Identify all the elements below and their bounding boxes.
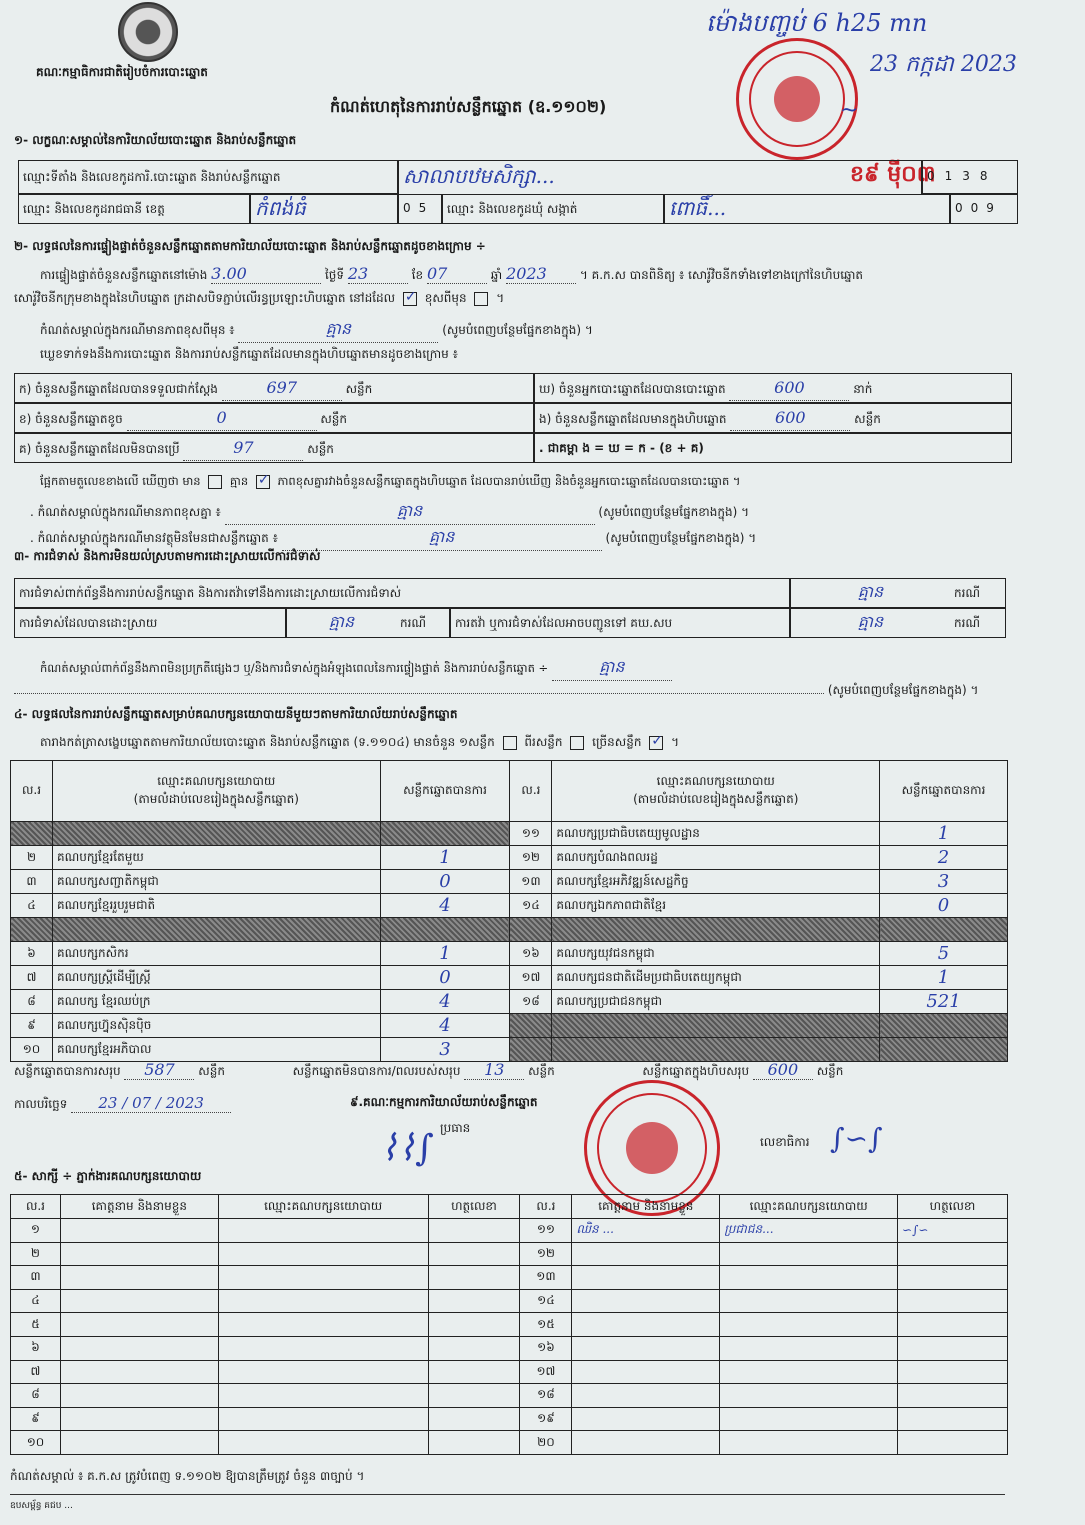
witness-cell: [60, 1384, 218, 1408]
year-value: 2023: [506, 264, 576, 284]
witness-cell: ៥: [11, 1313, 61, 1337]
table-row: [11, 1431, 1008, 1455]
witness-cell: [572, 1360, 720, 1384]
section-3-title: ៣- ការជំទាស់ និងការមិនយល់ស្របតាមការដោះស្រាយលើការជំទាស់: [14, 549, 321, 563]
party-name-cell: [52, 822, 380, 846]
footer-divider: [10, 1494, 1005, 1495]
witness-cell: ១៦: [520, 1336, 572, 1360]
witness-cell: ១៥: [520, 1313, 572, 1337]
time-value: 3.00: [211, 264, 321, 284]
footer-note: កំណត់សម្គាល់ ៖ គ.ក.ស ត្រូវបំពេញ ទ.១១០២ ឱ្យបានត្រឹមត្រូវ ចំនួន ៣ច្បាប់ ។: [10, 1469, 365, 1483]
witness-cell: [428, 1384, 520, 1408]
w-col-sign-left: ហត្ថលេខា: [428, 1195, 520, 1219]
party-no-cell: ៩: [11, 1014, 53, 1038]
w-col-party-left: ឈ្មោះគណបក្សនយោបាយ: [218, 1195, 428, 1219]
chair-label: ប្រធាន: [440, 1121, 471, 1135]
party-name-cell: [52, 918, 380, 942]
date-value: 23 / 07 / 2023: [71, 1094, 231, 1113]
witness-cell: [898, 1360, 1008, 1384]
witness-cell: [720, 1384, 898, 1408]
s2-line-5: ផ្អែកតាមតួលេខខាងលើ ឃើញថា មាន គ្មាន ✓ ភាពខុសគ្នារវាងចំនួនសន្លឹកឆ្នោតក្នុងហិបឆ្នោត ដែលបានរាប់ឃើញ និងចំនួនអ្នកបោះឆ្នោតដែលបានបោះឆ្នោត ។: [40, 474, 740, 491]
party-name-cell: [552, 1038, 880, 1062]
table-row: [11, 822, 1008, 846]
col-votes-right: សន្លឹកឆ្នោតបានការ: [880, 761, 1008, 822]
witness-cell: [60, 1242, 218, 1266]
table-row: [11, 966, 1008, 990]
witness-cell: ១៣: [520, 1266, 572, 1290]
party-no-cell: ១១: [510, 822, 552, 846]
s2-line-6: . កំណត់សម្គាល់ក្នុងករណីមានភាពខុសគ្នា ៖ គ្មាន (សូមបំពេញបន្ថែមផ្នែកខាងក្នុង) ។: [30, 500, 749, 525]
red-code: ខ៩ ម៉ី០៣: [850, 162, 936, 187]
party-votes-cell: 1: [880, 966, 1008, 990]
party-votes-cell: 0: [380, 870, 510, 894]
s2-line-2: សោរ៉ូវិចនីកក្រុមខាងក្នុងនៃហិបឆ្នោត ក្រដាសបិទភ្ជាប់លើរន្ធប្រឡោះហិបឆ្នោត នៅដដែល ✓ ខុសពីមុន ។: [14, 290, 504, 308]
witness-cell: [572, 1407, 720, 1431]
witness-cell: ១៧: [520, 1360, 572, 1384]
witness-cell: [428, 1431, 520, 1455]
col-votes-left: សន្លឹកឆ្នោតបានការ: [380, 761, 510, 822]
witness-cell: ២: [11, 1242, 61, 1266]
table-row: [11, 918, 1008, 942]
party-votes-cell: 4: [380, 894, 510, 918]
table-row: [11, 870, 1008, 894]
party-no-cell: ១៣: [510, 870, 552, 894]
party-no-cell: ៤: [11, 894, 53, 918]
party-votes-cell: 3: [380, 1038, 510, 1062]
org-name: គណៈកម្មាធិការជាតិរៀបចំការបោះឆ្នោត: [36, 65, 208, 79]
table-row: [11, 894, 1008, 918]
party-no-cell: ២: [11, 846, 53, 870]
one-sheet-checkbox[interactable]: [503, 736, 517, 750]
s1-r2-code2: 009: [950, 194, 1018, 224]
party-results-table: [10, 760, 1008, 1062]
witness-cell: ៩: [11, 1407, 61, 1431]
party-votes-cell: 521: [880, 990, 1008, 1014]
many-sheet-checkbox[interactable]: [649, 736, 663, 750]
table-row: [11, 1384, 1008, 1408]
s1-r1-value: សាលាបឋមសិក្សា...: [398, 160, 922, 194]
s3-r2b-value: គ្មាន: [790, 608, 950, 638]
handwritten-note-time: ម៉ោងបញ្ចប់ 6 h25 mn: [706, 9, 928, 37]
s3-r2-label: ការជំទាស់ដែលបានដោះស្រាយ: [14, 608, 286, 638]
witness-cell: ប្រជាជន...: [720, 1219, 898, 1243]
party-no-cell: ៣: [11, 870, 53, 894]
witness-cell: ១៩: [520, 1407, 572, 1431]
party-votes-cell: 1: [380, 942, 510, 966]
witness-cell: [720, 1336, 898, 1360]
witness-cell: [572, 1289, 720, 1313]
witness-cell: [428, 1407, 520, 1431]
party-no-cell: ៦: [11, 942, 53, 966]
party-no-cell: ១៤: [510, 894, 552, 918]
witness-cell: [218, 1360, 428, 1384]
witness-cell: [218, 1219, 428, 1243]
secretary-label: លេខាធិការ: [760, 1135, 810, 1149]
emblem-icon: [118, 2, 178, 62]
party-name-cell: គណបក្ស ខ្មែរឈប់ក្រ: [52, 990, 380, 1014]
party-name-cell: គណបក្សខ្មែររួបរួមជាតិ: [52, 894, 380, 918]
witness-cell: [898, 1384, 1008, 1408]
count-kha: ខ) ចំនួនសន្លឹកឆ្នោតខូច 0 សន្លឹក: [14, 403, 534, 433]
witness-cell: [720, 1242, 898, 1266]
table-row: [11, 1336, 1008, 1360]
party-name-cell: គណបក្សប្រជាជនកម្ពុជា: [552, 990, 880, 1014]
witness-cell: [218, 1407, 428, 1431]
witness-cell: [428, 1219, 520, 1243]
s1-r1-code: 0138: [922, 160, 1018, 194]
witness-cell: [572, 1431, 720, 1455]
party-name-cell: គណបក្សខ្មែរអភិវឌ្ឍន៍សេដ្ឋកិច្ច: [552, 870, 880, 894]
witness-cell: [428, 1336, 520, 1360]
secretary-signature-icon: ∫∽∫: [830, 1122, 883, 1155]
witness-cell: [60, 1431, 218, 1455]
table-row: [11, 1407, 1008, 1431]
witness-cell: [60, 1266, 218, 1290]
witness-table: [10, 1194, 1008, 1455]
witness-cell: [720, 1360, 898, 1384]
s3-r2-case: ករណី: [396, 608, 450, 638]
witness-cell: [60, 1360, 218, 1384]
witness-cell: [60, 1289, 218, 1313]
witness-cell: ៦: [11, 1336, 61, 1360]
w-col-name-left: គោត្តនាម និងនាមខ្លួន: [60, 1195, 218, 1219]
invalid-total: 13: [464, 1060, 524, 1080]
table-row: [11, 846, 1008, 870]
party-name-cell: [552, 918, 880, 942]
table-row: [11, 1313, 1008, 1337]
col-party-right: ឈ្មោះគណបក្សនយោបាយ (តាមលំដាប់លេខរៀងក្នុងសន្លឹកឆ្នោត): [552, 761, 880, 822]
valid-total: 587: [124, 1060, 194, 1080]
formula: . ជាគម្ពា ង = ឃ = ក - (ខ + គ): [534, 433, 1012, 463]
table-row: [11, 1289, 1008, 1313]
w-col-no-left: ល.រ: [11, 1195, 61, 1219]
s3-r1-case: ករណី: [950, 578, 1006, 608]
committee-label: ៩.គណៈកម្មការការិយាល័យរាប់សន្លឹកឆ្នោត: [350, 1095, 538, 1109]
table-row: [11, 1014, 1008, 1038]
party-no-cell: [510, 918, 552, 942]
witness-cell: [60, 1219, 218, 1243]
s1-r2-label: ឈ្មោះ និងលេខកូដរាជធានី ខេត្ត: [18, 194, 250, 224]
date-row: កាលបរិច្ឆេទ 23 / 07 / 2023: [14, 1094, 231, 1114]
party-votes-cell: 1: [380, 846, 510, 870]
table-row: [11, 1266, 1008, 1290]
witness-cell: [898, 1407, 1008, 1431]
witness-cell: [720, 1289, 898, 1313]
witness-cell: ១១: [520, 1219, 572, 1243]
col-no-right: ល.រ: [510, 761, 552, 822]
party-votes-cell: [880, 918, 1008, 942]
s1-r2-label2: ឈ្មោះ និងលេខកូដឃុំ សង្កាត់: [442, 194, 664, 224]
witness-cell: [60, 1336, 218, 1360]
party-name-cell: គណបក្សហ្វ៊ុនស៊ិនប៉ិច: [52, 1014, 380, 1038]
witness-cell: [572, 1266, 720, 1290]
party-votes-cell: 2: [880, 846, 1008, 870]
witness-cell: [720, 1266, 898, 1290]
party-no-cell: ១៧: [510, 966, 552, 990]
s2-line-7: . កំណត់សម្គាល់ក្នុងករណីមានវត្ថុមិនមែនជាសន្លឹកឆ្នោត ៖ គ្មាន (សូមបំពេញបន្ថែមផ្នែកខាងក្នុង) ។: [30, 526, 756, 551]
witness-cell: [428, 1360, 520, 1384]
witness-cell: [428, 1313, 520, 1337]
table-row: [11, 1038, 1008, 1062]
witness-cell: ២០: [520, 1431, 572, 1455]
party-votes-cell: [380, 822, 510, 846]
section-4-title: ៤- លទ្ធផលនៃការរាប់សន្លឹកឆ្នោតសម្រាប់គណបក្សនយោបាយនីមួយៗតាមការិយាល័យរាប់សន្លឹកឆ្នោត: [14, 707, 458, 721]
witness-cell: ១២: [520, 1242, 572, 1266]
s2-line-3: កំណត់សម្គាល់ក្នុងករណីមានភាពខុសពីមុន ៖ គ្មាន (សូមបំពេញបន្ថែមផ្នែកខាងក្នុង) ។: [40, 318, 593, 343]
box-total: 600: [753, 1060, 813, 1080]
witness-cell: [428, 1289, 520, 1313]
two-sheet-checkbox[interactable]: [570, 736, 584, 750]
s3-line-1: កំណត់សម្គាល់ពាក់ព័ន្ធនឹងភាពមិនប្រក្រតីផ្សេងៗ ឬ/និងការជំទាស់ក្នុងអំឡុងពេលនៃការផ្ទៀងផ្ទាត់ និងការរាប់សន្លឹកឆ្នោត ÷ គ្មាន: [40, 656, 672, 681]
party-no-cell: ១៦: [510, 942, 552, 966]
day-value: 23: [348, 264, 408, 284]
s3-r2b-case: ករណី: [950, 608, 1006, 638]
w-col-no-right: ល.រ: [520, 1195, 572, 1219]
footer-bottom: ឧបសម្ព័ន្ធ គជប ...: [10, 1501, 73, 1511]
col-party-left: ឈ្មោះគណបក្សនយោបាយ (តាមលំដាប់លេខរៀងក្នុងសន្លឹកឆ្នោត): [52, 761, 380, 822]
witness-cell: ១៨: [520, 1384, 572, 1408]
party-votes-cell: 5: [880, 942, 1008, 966]
party-name-cell: គណបក្សខ្មែរតែមួយ: [52, 846, 380, 870]
party-no-cell: [11, 918, 53, 942]
party-votes-cell: 4: [380, 1014, 510, 1038]
witness-cell: ៨: [11, 1384, 61, 1408]
witness-cell: [60, 1407, 218, 1431]
party-no-cell: [11, 822, 53, 846]
s3-line-2: (សូមបំពេញបន្ថែមផ្នែកខាងក្នុង) ។: [14, 682, 978, 700]
witness-cell: [572, 1384, 720, 1408]
party-votes-cell: 1: [880, 822, 1008, 846]
witness-cell: [898, 1266, 1008, 1290]
party-no-cell: [510, 1014, 552, 1038]
witness-cell: [218, 1313, 428, 1337]
witness-cell: [720, 1431, 898, 1455]
section-2-title: ២- លទ្ធផលនៃការផ្ទៀងផ្ទាត់ចំនួនសន្លឹកឆ្នោតតាមការិយាល័យបោះឆ្នោត និងរាប់សន្លឹកឆ្នោតដូចខាងក្រោម ÷: [14, 239, 486, 253]
section-1-title: ១- លក្ខណៈសម្គាល់នៃការិយាល័យបោះឆ្នោត និងរាប់សន្លឹកឆ្នោត: [14, 133, 297, 147]
witness-cell: [428, 1266, 520, 1290]
s1-r2-value2: ពោធិ៍...: [664, 194, 950, 224]
witness-cell: [218, 1384, 428, 1408]
s3-r2-value: គ្មាន: [286, 608, 396, 638]
party-votes-cell: 0: [880, 894, 1008, 918]
party-name-cell: គណបក្សកសិករ: [52, 942, 380, 966]
s2-line-1: ការផ្ទៀងផ្ទាត់ចំនួនសន្លឹកឆ្នោតនៅម៉ោង 3.00 ថ្ងៃទី 23 ខែ 07 ឆ្នាំ 2023 ។ គ.ក.ស បានពិនិត្យ ៖ សោរ៉ូវិចនីកទាំងទៅខាងក្រៅនៃហិបឆ្នោត: [40, 264, 864, 283]
w-col-name-right: គោត្តនាម និងនាមខ្លួន: [572, 1195, 720, 1219]
witness-cell: ១០: [11, 1431, 61, 1455]
party-votes-cell: [880, 1038, 1008, 1062]
witness-signature-icon: ∽∫∽: [898, 1219, 1008, 1243]
witness-cell: [898, 1313, 1008, 1337]
chair-signature-icon: ⌇⌇∫: [380, 1128, 434, 1169]
count-ngo: ង) ចំនួនសន្លឹកឆ្នោតដែលមានក្នុងហិបឆ្នោត 600 សន្លឹក: [534, 403, 1012, 433]
witness-cell: [218, 1431, 428, 1455]
witness-cell: [218, 1289, 428, 1313]
s3-r1-label: ការជំទាស់ពាក់ព័ន្ធនឹងការរាប់សន្លឹកឆ្នោត និងការតវ៉ាទៅនឹងការដោះស្រាយលើការជំទាស់: [14, 578, 790, 608]
party-no-cell: [510, 1038, 552, 1062]
party-no-cell: ៧: [11, 966, 53, 990]
witness-cell: [720, 1313, 898, 1337]
month-value: 07: [427, 264, 487, 284]
witness-cell: [898, 1336, 1008, 1360]
col-no-left: ល.រ: [11, 761, 53, 822]
section-5-title: ៥- សាក្សី ÷ ភ្នាក់ងារគណបក្សនយោបាយ: [14, 1169, 202, 1183]
s3-r2b-label: ការតវ៉ា ឬការជំទាស់ដែលអាចបញ្ជូនទៅ គឃ.សប: [450, 608, 790, 638]
witness-cell: ឈិន ...: [572, 1219, 720, 1243]
party-no-cell: ១៨: [510, 990, 552, 1014]
same-checkbox[interactable]: [403, 292, 417, 306]
handwritten-note-date: 23 កក្កដា 2023: [870, 52, 1017, 77]
count-ka: ក) ចំនួនសន្លឹកឆ្នោតដែលបានទទួលជាក់ស្តែង 697 សន្លឹក: [14, 373, 534, 403]
count-gho: ឃ) ចំនួនអ្នកបោះឆ្នោតដែលបានបោះឆ្នោត 600 នាក់: [534, 373, 1012, 403]
table-row: [11, 1360, 1008, 1384]
witness-cell: [572, 1242, 720, 1266]
different-checkbox[interactable]: [474, 292, 488, 306]
party-no-cell: ១២: [510, 846, 552, 870]
s3-r1-value: គ្មាន: [790, 578, 950, 608]
party-votes-cell: [380, 918, 510, 942]
table-row: [11, 1242, 1008, 1266]
witness-cell: [898, 1242, 1008, 1266]
handwritten-initials-icon: ~: [840, 98, 859, 123]
party-no-cell: ១០: [11, 1038, 53, 1062]
witness-cell: ១: [11, 1219, 61, 1243]
s2-line-4: ឃ្លេខទាក់ទងនឹងការបោះឆ្នោត និងការរាប់សន្លឹកឆ្នោតដែលមានក្នុងហិបឆ្នោតមានដូចខាងក្រោម ៖: [40, 347, 458, 361]
party-name-cell: គណបក្សប្រជាធិបតេយ្យមូលដ្ឋាន: [552, 822, 880, 846]
witness-cell: [428, 1242, 520, 1266]
witness-cell: [572, 1313, 720, 1337]
party-votes-cell: [880, 1014, 1008, 1038]
witness-cell: [720, 1407, 898, 1431]
witness-cell: ៤: [11, 1289, 61, 1313]
witness-cell: ៣: [11, 1266, 61, 1290]
party-name-cell: គណបក្សជនជាតិដើមប្រជាធិបតេយ្យកម្ពុជា: [552, 966, 880, 990]
count-ko: គ) ចំនួនសន្លឹកឆ្នោតដែលមិនបានប្រើ 97 សន្លឹក: [14, 433, 534, 463]
party-name-cell: គណបក្សឯកភាពជាតិខ្មែរ: [552, 894, 880, 918]
s1-r2-code: 05: [398, 194, 442, 224]
party-votes-cell: 4: [380, 990, 510, 1014]
no-diff-checkbox[interactable]: [256, 475, 270, 489]
party-votes-cell: 3: [880, 870, 1008, 894]
s1-r2-value: កំពង់ធំ: [250, 194, 398, 224]
witness-cell: [60, 1313, 218, 1337]
s4-line-1: តារាងកត់ត្រាសង្ខេបឆ្នោតតាមការិយាល័យបោះឆ្នោត និងរាប់សន្លឹកឆ្នោត (ទ.១១០៤) មានចំនួន ១សន្លឹក ពីរសន្លឹក ច្រើនសន្លឹក ✓ ។: [40, 734, 679, 752]
party-name-cell: គណបក្សស្ត្រីដើម្បីស្ត្រី: [52, 966, 380, 990]
witness-cell: [218, 1266, 428, 1290]
party-name-cell: គណបក្សខ្មែរអភិបាល: [52, 1038, 380, 1062]
witness-cell: [898, 1289, 1008, 1313]
table-row: [11, 990, 1008, 1014]
witness-cell: [898, 1431, 1008, 1455]
witness-cell: ៧: [11, 1360, 61, 1384]
party-name-cell: [552, 1014, 880, 1038]
witness-cell: [218, 1242, 428, 1266]
party-name-cell: គណបក្សសញ្ជាតិកម្ពុជា: [52, 870, 380, 894]
witness-cell: [572, 1336, 720, 1360]
table-row: [11, 942, 1008, 966]
party-votes-cell: 0: [380, 966, 510, 990]
has-diff-checkbox[interactable]: [208, 475, 222, 489]
s1-r1-label: ឈ្មោះទីតាំង និងលេខកូដការិ.បោះឆ្នោត និងរាប់សន្លឹកឆ្នោត: [18, 160, 398, 194]
w-col-party-right: ឈ្មោះគណបក្សនយោបាយ: [720, 1195, 898, 1219]
party-name-cell: គណបក្សយុវជនកម្ពុជា: [552, 942, 880, 966]
party-no-cell: ៨: [11, 990, 53, 1014]
witness-cell: ១៤: [520, 1289, 572, 1313]
table-row: [11, 1219, 1008, 1243]
witness-cell: [218, 1336, 428, 1360]
party-name-cell: គណបក្សបំណងពលរដ្ឋ: [552, 846, 880, 870]
w-col-sign-right: ហត្ថលេខា: [898, 1195, 1008, 1219]
summary-row: សន្លឹកឆ្នោតបានការសរុប 587 សន្លឹក សន្លឹកឆ្នោតមិនបានការ/ពលរបស់សរុប 13 សន្លឹក សន្លឹកឆ្នោតក្នុងហិបសរុប 600 សន្លឹក: [14, 1060, 844, 1079]
page-title: កំណត់ហេតុនៃការរាប់សន្លឹកឆ្នោត (ឧ.១១០២): [330, 97, 607, 116]
